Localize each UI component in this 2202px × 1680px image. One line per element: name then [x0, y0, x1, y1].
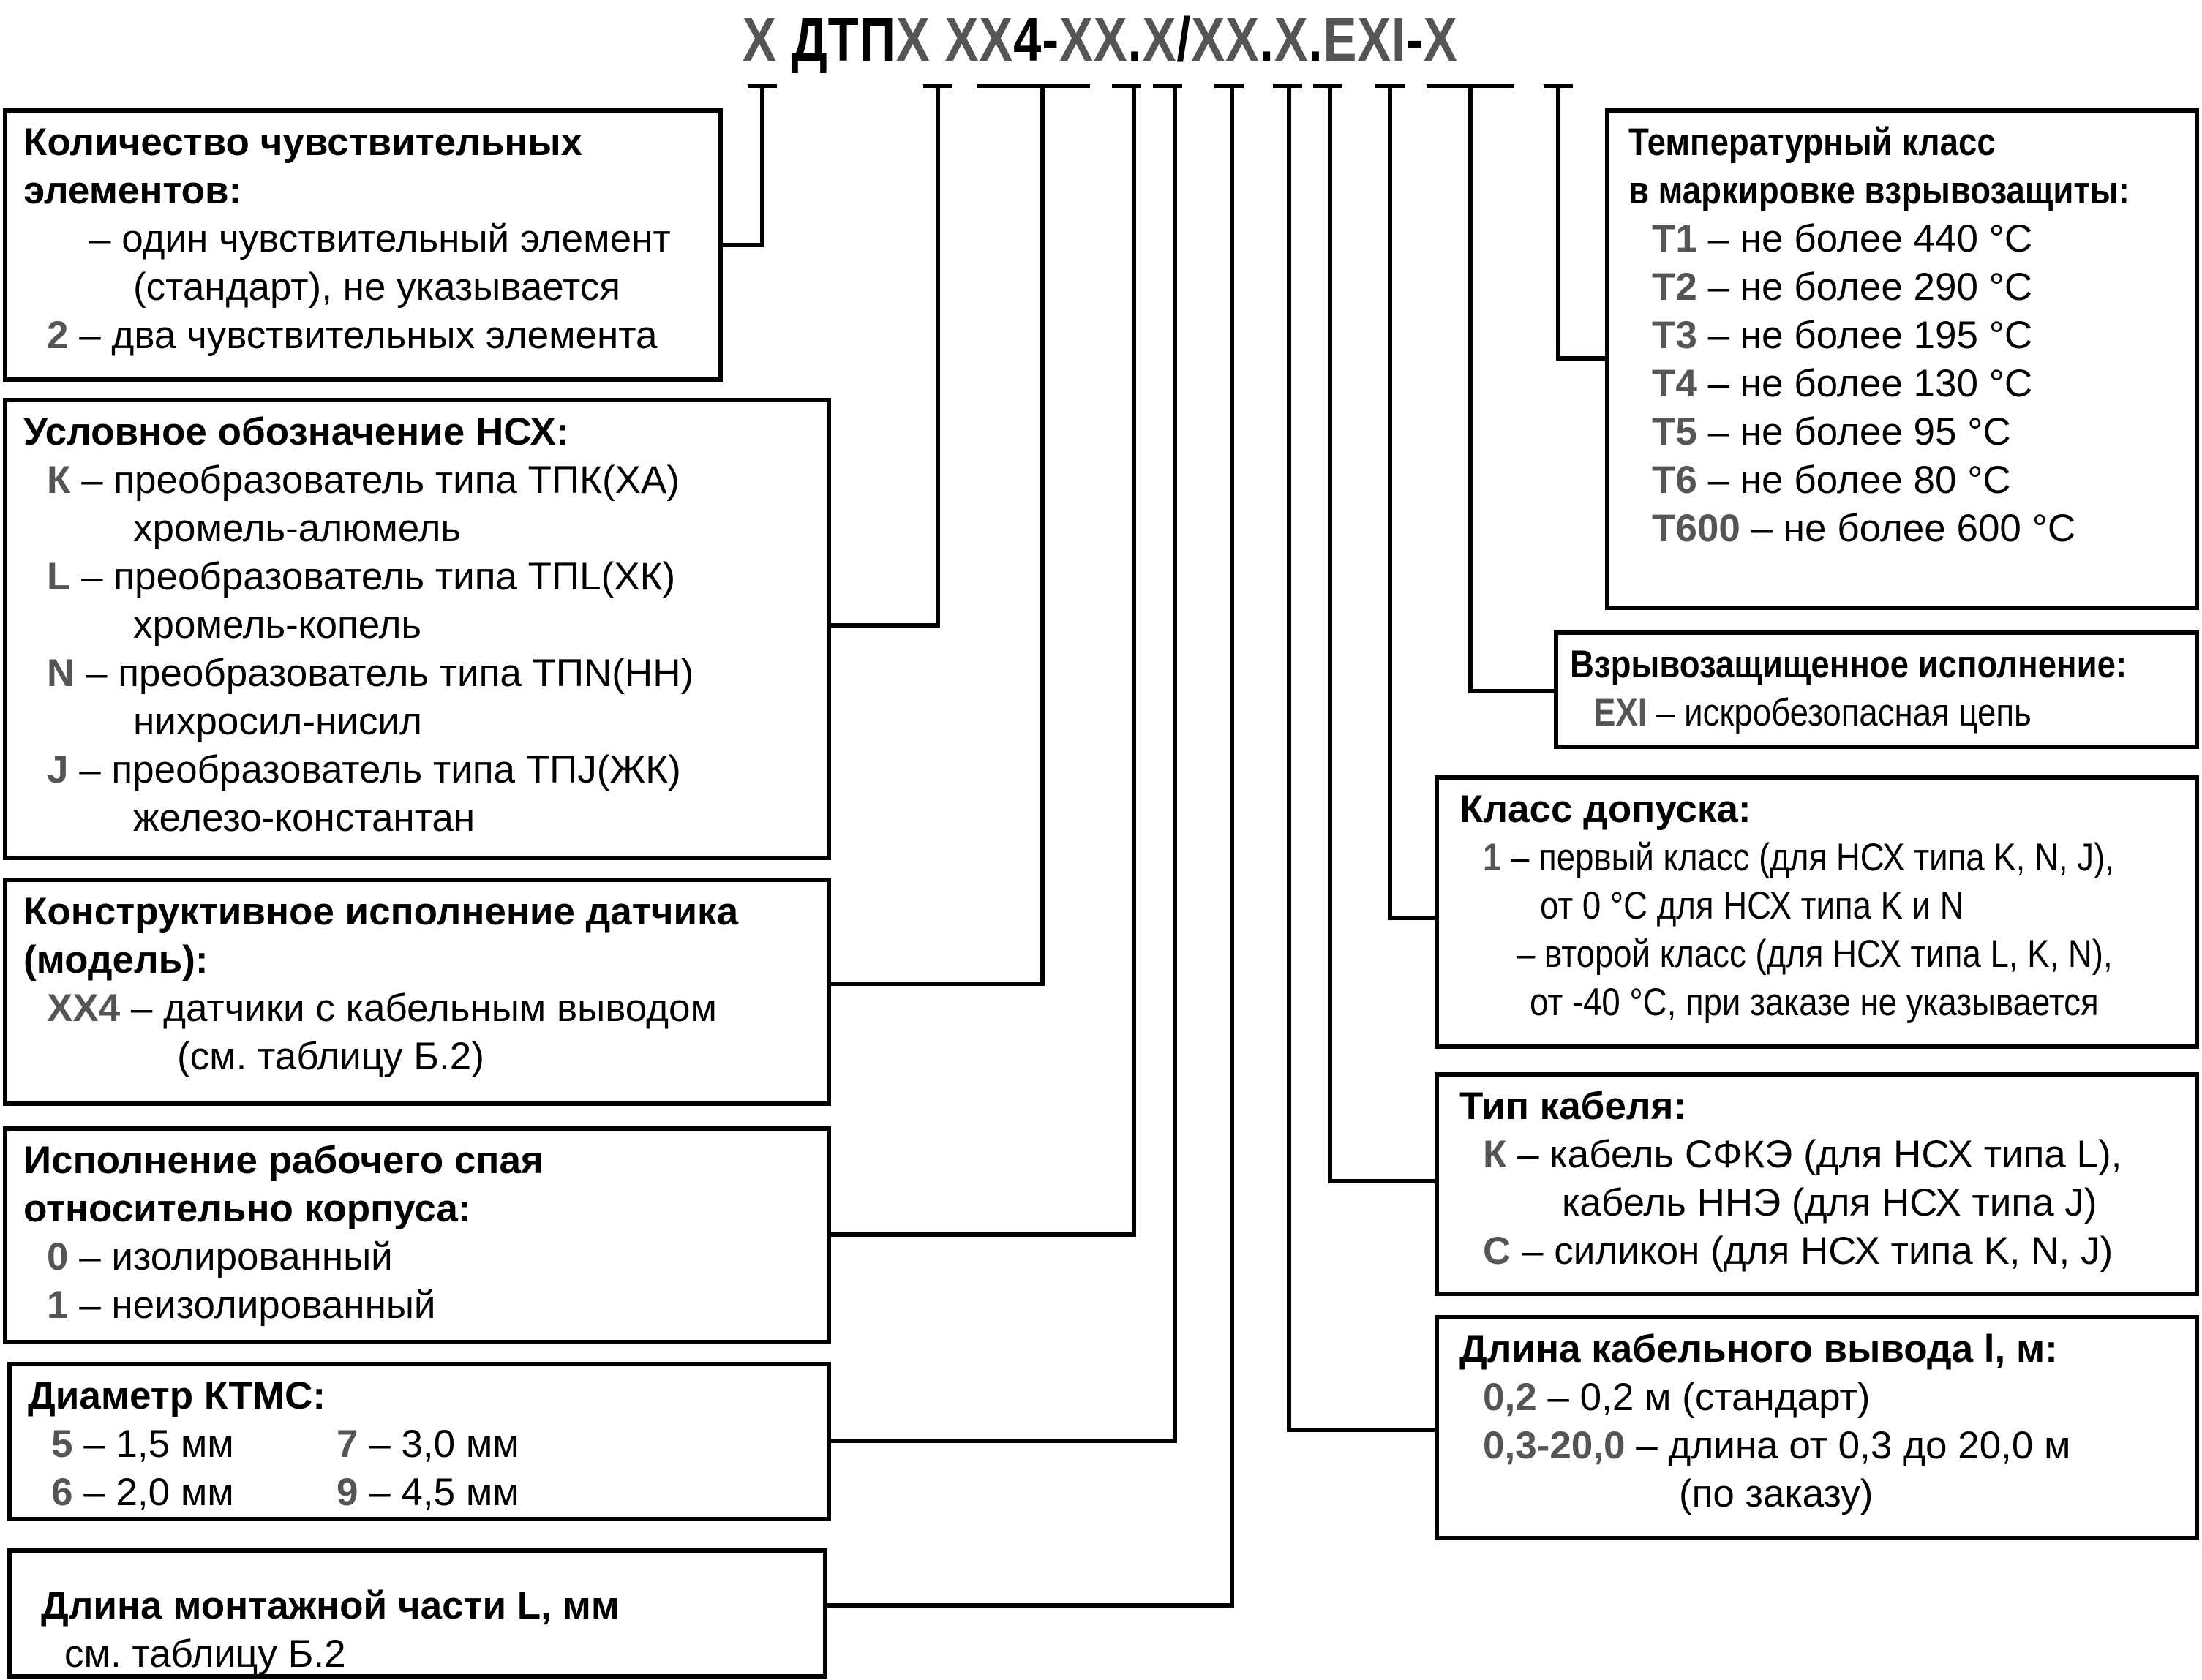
- diameter-title: Диаметр КТМС:: [28, 1374, 326, 1417]
- nsx-key-l: L: [47, 555, 71, 598]
- nsx-sub-l: хромель-копель: [133, 603, 422, 647]
- cable-type-key-k: К: [1483, 1133, 1507, 1176]
- diameter-box: [7, 1362, 831, 1521]
- cable-type-option-c: [1459, 1227, 2179, 1276]
- junction-key-1: 1: [47, 1284, 69, 1327]
- diameter-item-9: [337, 1469, 622, 1517]
- cable-type-line-2: кабель ННЭ (для НСХ типа J): [1562, 1181, 2097, 1224]
- length-title: Длина монтажной части L, мм: [41, 1584, 620, 1627]
- diameter-row-2: [28, 1469, 811, 1517]
- temp-key-t3: Т3: [1652, 314, 1697, 357]
- code-segment: /: [1176, 5, 1192, 74]
- code-segment: Х: [895, 5, 945, 74]
- diameter-key-6: 6: [51, 1471, 73, 1514]
- temp-item-t4: [1628, 360, 2179, 408]
- code-segment: .: [1308, 5, 1323, 74]
- sensors-line-1: – один чувствительный элемент: [89, 217, 671, 260]
- product-code: [743, 4, 1457, 78]
- nsx-text-l: – преобразователь типа ТПL(ХК): [70, 555, 676, 598]
- nsx-title: Условное обозначение НСХ:: [23, 410, 569, 453]
- diameter-item-6: [51, 1469, 337, 1517]
- model-box: [3, 878, 831, 1106]
- wire-sensors: [721, 86, 762, 245]
- diameter-text-5: – 1,5 мм: [72, 1423, 234, 1466]
- temp-key-t600: Т600: [1652, 507, 1740, 550]
- code-segment: .: [1259, 5, 1274, 74]
- diameter-item-5: [51, 1420, 337, 1469]
- temp-item-t5: [1628, 408, 2179, 456]
- explosion-option: [1570, 689, 2179, 737]
- model-title-2: (модель):: [23, 938, 208, 982]
- tolerance-box: [1435, 775, 2199, 1049]
- explosion-text: – искробезопасная цепь: [1647, 691, 2032, 734]
- sensors-option-2: [23, 312, 702, 360]
- sensors-title-2: элементов:: [23, 169, 242, 212]
- cable-length-line-2: – длина от 0,3 до 20,0 м: [1625, 1424, 2071, 1467]
- junction-title-1: Исполнение рабочего спая: [23, 1139, 544, 1182]
- diameter-text-9: – 4,5 мм: [358, 1471, 519, 1514]
- junction-item-1: [23, 1281, 811, 1330]
- temp-class-box: [1605, 108, 2199, 610]
- nsx-sub-n: нихросил-нисил: [133, 700, 422, 743]
- temp-item-t2: [1628, 263, 2179, 312]
- wire-exi: [1470, 86, 1556, 691]
- model-title-1: Конструктивное исполнение датчика: [23, 890, 739, 933]
- temp-text-t6: – не более 80 °С: [1696, 459, 2011, 502]
- sensors-line-3: – два чувствительных элемента: [68, 314, 658, 357]
- explosion-title: Взрывозащищенное исполнение:: [1570, 643, 2127, 686]
- temp-key-t4: Т4: [1652, 362, 1697, 405]
- temp-item-t6: [1628, 456, 2179, 505]
- length-box: [7, 1548, 827, 1679]
- nsx-key-k: К: [47, 459, 71, 502]
- model-option: [23, 984, 811, 1033]
- wire-temp: [1558, 86, 1607, 358]
- temp-key-t1: Т1: [1652, 217, 1697, 260]
- code-segment: EXI: [1323, 5, 1406, 74]
- temp-key-t5: Т5: [1652, 410, 1697, 453]
- code-segment: ХХ: [1059, 5, 1128, 74]
- temp-text-t2: – не более 290 °С: [1696, 265, 2033, 309]
- diameter-text-6: – 2,0 мм: [72, 1471, 234, 1514]
- nsx-sub-k: хромель-алюмель: [133, 507, 462, 550]
- length-line-1: см. таблицу Б.2: [64, 1632, 346, 1676]
- temp-title-2: в маркировке взрывозащиты:: [1628, 169, 2130, 212]
- tolerance-line-2: от 0 °С для НСХ типа K и N: [1540, 884, 1964, 927]
- temp-key-t6: Т6: [1652, 459, 1697, 502]
- diameter-key-9: 9: [337, 1471, 358, 1514]
- cable-length-key-2: 0,3-20,0: [1483, 1424, 1626, 1467]
- nsx-text-n: – преобразователь типа ТПN(НН): [75, 652, 694, 695]
- temp-text-t3: – не более 195 °С: [1696, 314, 2033, 357]
- diameter-row-1: [28, 1420, 811, 1469]
- sensors-box: [3, 108, 723, 382]
- wire-cabletype: [1330, 86, 1437, 1181]
- sensors-title-1: Количество чувствительных: [23, 121, 583, 164]
- cable-type-title: Тип кабеля:: [1459, 1085, 1687, 1128]
- nsx-item-n: [23, 649, 811, 698]
- diameter-item-7: [337, 1420, 622, 1469]
- nsx-key-j: J: [47, 748, 69, 791]
- wire-nsx: [829, 86, 938, 625]
- code-segment: Х: [743, 5, 792, 74]
- junction-box: [3, 1126, 831, 1344]
- code-segment: Х: [1423, 5, 1458, 74]
- temp-text-t5: – не более 95 °С: [1696, 410, 2011, 453]
- explosion-key: EXI: [1593, 691, 1647, 734]
- wire-junction: [829, 86, 1134, 1235]
- temp-item-t1: [1628, 215, 2179, 263]
- cable-type-box: [1435, 1072, 2199, 1296]
- nsx-item-j: [23, 746, 811, 794]
- junction-title-2: относительно корпуса:: [23, 1187, 471, 1230]
- code-segment: -: [1405, 5, 1424, 74]
- temp-key-t2: Т2: [1652, 265, 1697, 309]
- wire-cablelen: [1289, 86, 1437, 1430]
- cable-type-key-c: С: [1483, 1229, 1511, 1273]
- tolerance-key: 1: [1483, 836, 1502, 879]
- cable-length-key-1: 0,2: [1483, 1376, 1537, 1419]
- cable-length-box: [1435, 1315, 2199, 1540]
- tolerance-line-1: – первый класс (для НСХ типа K, N, J),: [1501, 836, 2114, 879]
- cable-type-option-k: [1459, 1131, 2179, 1179]
- nsx-text-k: – преобразователь типа ТПК(ХА): [70, 459, 680, 502]
- code-segment: Х: [1142, 5, 1177, 74]
- wire-tolerance: [1390, 86, 1437, 918]
- tolerance-line-3: – второй класс (для НСХ типа L, K, N),: [1517, 933, 2113, 976]
- diameter-key-5: 5: [51, 1423, 73, 1466]
- code-segment: .: [1127, 5, 1143, 74]
- diameter-key-7: 7: [337, 1423, 358, 1466]
- sensors-line-2: (стандарт), не указывается: [133, 265, 620, 309]
- nsx-text-j: – преобразователь типа ТПJ(ЖК): [68, 748, 681, 791]
- explosion-box: [1554, 630, 2199, 749]
- junction-item-0: [23, 1233, 811, 1281]
- junction-key-0: 0: [47, 1235, 69, 1278]
- temp-item-t3: [1628, 312, 2179, 360]
- code-segment: ХХ: [944, 5, 1014, 74]
- nsx-sub-j: железо-константан: [133, 796, 476, 840]
- model-line-2: (см. таблицу Б.2): [177, 1035, 484, 1078]
- code-segment: 4-: [1013, 5, 1059, 74]
- code-segment: ДТП: [791, 5, 896, 74]
- nsx-key-n: N: [47, 652, 75, 695]
- temp-text-t600: – не более 600 °С: [1740, 507, 2076, 550]
- tolerance-title: Класс допуска:: [1459, 788, 1751, 831]
- tolerance-option-1: [1459, 834, 2179, 882]
- diameter-text-7: – 3,0 мм: [358, 1423, 519, 1466]
- nsx-item-l: [23, 553, 811, 601]
- tolerance-line-4: от -40 °С, при заказе не указывается: [1530, 981, 2099, 1024]
- junction-text-0: – изолированный: [68, 1235, 393, 1278]
- cable-type-line-1: – кабель СФКЭ (для НСХ типа L),: [1506, 1133, 2122, 1176]
- code-segment: Х: [1274, 5, 1309, 74]
- nsx-box: [3, 398, 831, 860]
- wire-length: [825, 86, 1232, 1605]
- model-key: ХХ4: [47, 987, 121, 1030]
- temp-text-t4: – не более 130 °С: [1696, 362, 2033, 405]
- code-segment: ХХ: [1191, 5, 1260, 74]
- cable-length-title: Длина кабельного вывода l, м:: [1459, 1327, 2058, 1371]
- temp-text-t1: – не более 440 °С: [1696, 217, 2033, 260]
- wire-diameter: [829, 86, 1175, 1441]
- cable-length-line-1: – 0,2 м (стандарт): [1536, 1376, 1871, 1419]
- temp-title-1: Температурный класс: [1628, 121, 1996, 164]
- cable-length-option-1: [1459, 1374, 2179, 1422]
- junction-text-1: – неизолированный: [68, 1284, 436, 1327]
- cable-length-option-2: [1459, 1422, 2179, 1470]
- cable-length-line-3: (по заказу): [1679, 1472, 1874, 1515]
- model-line-1: – датчики с кабельным выводом: [120, 987, 717, 1030]
- sensors-key-2: 2: [47, 314, 69, 357]
- nsx-item-k: [23, 456, 811, 505]
- cable-type-line-3: – силикон (для НСХ типа K, N, J): [1511, 1229, 2113, 1273]
- temp-item-t600: [1628, 505, 2179, 553]
